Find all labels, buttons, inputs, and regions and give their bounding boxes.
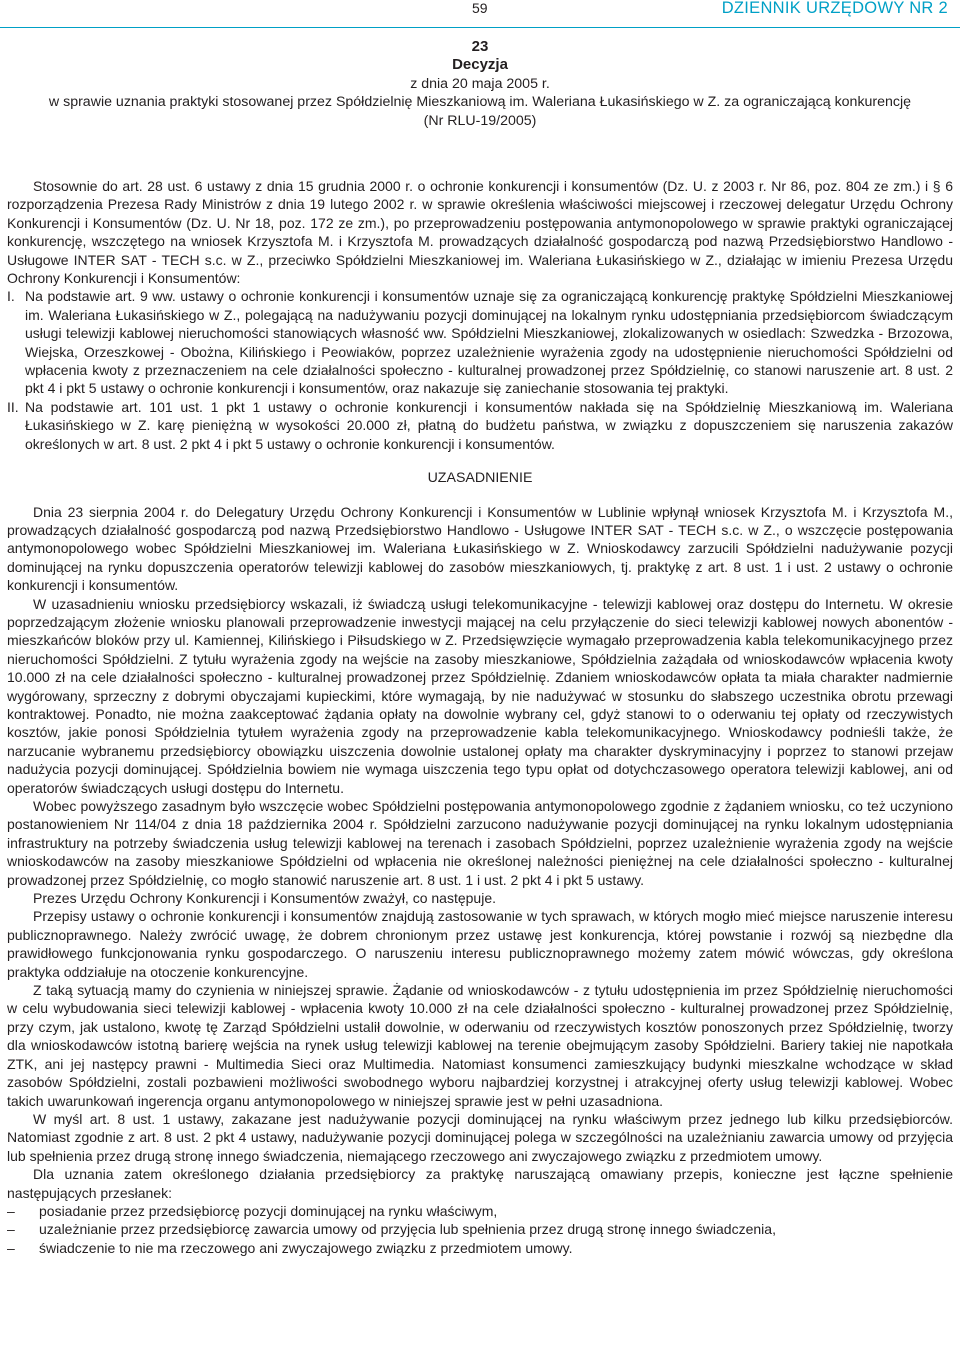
decision-title-block	[0, 38, 960, 130]
justification-paragraph: Przepisy ustawy o ochronie konkurencji i konsumentów znajdują zastosowanie w tych sprawach, w których mogło mieć miejsce naruszenie interesu publicznoprawnego. Należy zwrócić uwagę, że dobrem chronionym przez ustawę jest konkurencja, której powstanie i rozwój są niezbędne dla prawidłowego funkcjonowania rynku gospodarczego. O naruszeniu interesu publicznoprawnego możemy zatem mówić wówczas, gdy określona praktyka oddziałuje na otoczenie konkurencyjne.	[7, 908, 953, 980]
preamble-paragraph: Stosownie do art. 28 ust. 6 ustawy z dnia 15 grudnia 2000 r. o ochronie konkurencji i konsumentów (Dz. U. z 2003 r. Nr 86, poz. 804 ze zm.) i § 6 rozporządzenia Prezesa Rady Ministrów z dnia 19 lutego 2002 r. w sprawie określenia właściwości miejscowej i rzeczowej delegatur Urzędu Ochrony Konkurencji i Konsumentów (Dz. U. Nr 18, poz. 172 ze zm.), po przeprowadzeniu postępowania antymonopolowego w sprawie praktyki ograniczającej konkurencję, wszczętego na wniosek Krzysztofa M. i Krzysztofa M. prowadzących działalność gospodarczą pod nazwą Przedsiębiorstwo Handlowo - Usługowe INTER SAT - TECH s.c. w Z., przeciwko Spółdzielni Mieszkaniowej im. Waleriana Łukasińskiego w Z., działając w imieniu Prezesa Urzędu Ochrony Konkurencji i Konsumentów:	[7, 178, 953, 287]
list-item-text: posiadanie przez przedsiębiorcę pozycji dominującej na rynku właściwym,	[39, 1202, 498, 1219]
journal-title: DZIENNIK URZĘDOWY NR 2	[721, 0, 948, 17]
justification-paragraph: W myśl art. 8 ust. 1 ustawy, zakazane jest nadużywanie pozycji dominującej na rynku właściwym przez jednego lub kilku przedsiębiorców. Natomiast zgodnie z art. 8 ust. 2 pkt 4 ustawy, nadużywanie pozycji dominującej polega w szczególności na uzależnianiu zawarcia umowy od przyjęcia lub spełnienia przez drugą stronę innego świadczenia, niemającego rzeczowego ani zwyczajowego związku z przedmiotem umowy.	[7, 1110, 953, 1164]
ruling-point-label: II.	[7, 398, 19, 415]
list-item	[7, 1239, 953, 1257]
list-item	[7, 1220, 953, 1238]
conditions-list	[7, 1202, 953, 1257]
decision-kind: Decyzja	[452, 56, 508, 74]
justification-paragraph: Wobec powyższego zasadnym było wszczęcie wobec Spółdzielni postępowania antymonopolowego zgodnie z żądaniem wniosku, co też uczyniono postanowieniem Nr 114/04 z dnia 18 października 2004 r. Spółdzielni zarzucono nadużywanie pozycji dominującej na rynku lokalnym udostępniania infrastruktury na potrzeby świadczenia usług telewizji kablowej na terenach i zasobach Spółdzielni, poprzez uzależnienie wyrażenia zgody na wejście wnioskodawców na zasoby mieszkaniowe Spółdzielni od wpłacenia nie określonej należności pieniężnej na cele działalności społeczno - kulturalnej prowadzonej przez Spółdzielnię, co mogło stanowić naruszenie art. 8 ust. 1 i ust. 2 pkt 4 i pkt 5 ustawy.	[7, 798, 953, 888]
justification-paragraph: Dnia 23 sierpnia 2004 r. do Delegatury Urzędu Ochrony Konkurencji i Konsumentów w Lublinie wpłynął wniosek Krzysztofa M. i Krzysztofa M., prowadzących działalność gospodarczą pod nazwą Przedsiębiorstwo Handlowo - Usługowe INTER SAT - TECH s.c. w Z., o wszczęcie postępowania antymonopolowego wobec Spółdzielni Mieszkaniowej im. Waleriana Łukasińskiego w Z. Wnioskodawcy zarzucili Spółdzielni nadużywanie pozycji dominującej na rynku dopuszczenia operatorów telewizji kablowej do zasobów mieszkaniowych, tj. praktykę z art. 8 ust. 1 i ust. 2 ustawy o ochronie konkurencji i konsumentów.	[7, 503, 953, 594]
decision-number: 23	[471, 38, 489, 55]
list-item	[7, 1202, 953, 1220]
header-rule	[0, 27, 960, 28]
justification-heading: UZASADNIENIE	[427, 470, 533, 487]
ruling-point-text: Na podstawie art. 9 ww. ustawy o ochronie konkurencji i konsumentów uznaje się za ograniczającą konkurencję praktykę Spółdzielni Mieszkaniowej im. Waleriana Łukasińskiego w Z., polegającą na nadużywaniu pozycji dominującej na lokalnym rynku udostępniania przedsiębiorcom świadczącym usługi telewizji kablowej nieruchomości stanowiących własność ww. Spółdzielni Mieszkaniowej, zlokalizowanych w osiedlach: Szwedzka - Brzozowa, Wiejska, Orzeszkowej - Obożna, Kilińskiego i Peowiaków, poprzez uzależnienie wyrażenia zgody na udostępnienie nieruchomości Spółdzielni od wpłacenia kwoty z przeznaczeniem na cele działalności społeczno - kulturalnej prowadzonej przez Spółdzielnię, co stanowi naruszenie art. 8 ust. 2 pkt 4 i pkt 5 ustawy o ochronie konkurencji i konsumentów, oraz nakazuje się zaniechanie stosowania tej praktyki.	[25, 288, 953, 397]
justification-paragraph: Dla uznania zatem określonego działania przedsiębiorcy za praktykę naruszającą omawiany przepis, konieczne jest łączne spełnienie następujących przesłanek:	[7, 1166, 953, 1201]
ruling-point-text: Na podstawie art. 101 ust. 1 pkt 1 ustawy o ochronie konkurencji i konsumentów nakłada się na Spółdzielnię Mieszkaniową im. Waleriana Łukasińskiego w Z. karę pieniężną w wysokości 20.000 zł, płatną do budżetu państwa, w związku z dopuszczeniem się naruszenia zakazów określonych w art. 8 ust. 2 pkt 4 i pkt 5 ustawy o ochronie konkurencji i konsumentów.	[25, 398, 953, 452]
list-item-text: świadczenie to nie ma rzeczowego ani zwyczajowego związku z przedmiotem umowy.	[39, 1239, 573, 1256]
page-number: 59	[472, 0, 488, 16]
page-header	[0, 0, 960, 30]
decision-subject: w sprawie uznania praktyki stosowanej przez Spółdzielnię Mieszkaniową im. Waleriana Łukasińskiego w Z. za ograniczającą konkurencję	[48, 94, 912, 111]
justification-paragraph: Z taką sytuacją mamy do czynienia w niniejszej sprawie. Żądanie od wnioskodawców - z tytułu udostępnienia im przez Spółdzielnię nieruchomości w celu wybudowania sieci telewizji kablowej - wpłacenia kwoty 10.000 zł na cele działalności społeczno - kulturalnej prowadzonej przez Spółdzielnię, przy czym, jak ustalono, kwotę tę Zarząd Spółdzielni ustalił dowolnie, w oderwaniu od rzeczywistych kosztów ponoszonych przez Spółdzielnię, tworzy dla wnioskodawców istotną barierę wejścia na rynek usług telewizji kablowej na terenie obejmującym zasoby Spółdzielni. Bariery takiej nie napotkała ZTK, ani jej następcy prawni - Multimedia Sieci oraz Multimedia. Natomiast konsumenci zamieszkujący budynki mieszkalne wchodzące w skład zasobów Spółdzielni, zostali pozbawieni możliwości swobodnego wyboru najbardziej korzystnej i atrakcyjnej oferty usług telewizji kablowej. Wobec takich uwarunkowań ingerencja organu antymonopolowego w niniejszej sprawie jest w pełni uzasadniona.	[7, 982, 953, 1109]
dash-bullet: –	[7, 1202, 15, 1219]
list-item-text: uzależnianie przez przedsiębiorcę zawarcia umowy od przyjęcia lub spełnienia przez drugą stronę innego świadczenia,	[39, 1221, 776, 1238]
dash-bullet: –	[7, 1221, 15, 1238]
justification-paragraph: W uzasadnieniu wniosku przedsiębiorcy wskazali, iż świadczą usługi telekomunikacyjne - telewizji kablowej oraz dostępu do Internetu. W okresie poprzedzającym złożenie wniosku planowali przeprowadzenie inwestycji mającej na celu przyłączenie do sieci telewizji kablowej nowych abonentów - mieszkańców bloków przy ul. Kamiennej, Kilińskiego i Piłsudskiego w Z. Przedsięwzięcie wymagało przeprowadzenia kabla telekomunikacyjnego przez nieruchomości Spółdzielni. Z tytułu wyrażenia zgody na wejście na zasoby mieszkaniowe, Spółdzielnia zażądała od wnioskodawców wpłacenia kwoty 10.000 zł na cele działalności społeczno - kulturalnej prowadzonej przez Spółdzielnię. Zdaniem wnioskodawców opłata ta miała charakter nadmiernie wygórowany, sprzeczny z dobrymi obyczajami kupieckimi, które wymagają, by nie nadużywać w stosunku do słabszego uczestnika obrotu przewagi kontraktowej. Ponadto, nie można zaakceptować żądania opłaty na dowolnie wybrany cel, gdyż stanowi to o oderwaniu tej opłaty od rzeczywistych kosztów, jakie ponosi Spółdzielnia tytułem wyrażenia zgody na przeprowadzenie kabla telekomunikacyjnego. Wnioskodawcy podnieśli także, że narzucanie wybranemu przedsiębiorcy obowiązku uiszczenia dowolnie ustalonej opłaty ma charakter dyskryminacyjny i poprzez to stanowi przejaw nadużycia pozycji dominującej. Spółdzielnia bowiem nie wymaga uiszczenia tego typu opłat od dotychczasowego operatora telewizji kablowej, ani od operatorów świadczących usługi dostępu do Internetu.	[7, 595, 953, 796]
decision-reference: (Nr RLU-19/2005)	[423, 112, 537, 129]
ruling-point	[7, 287, 953, 397]
dash-bullet: –	[7, 1239, 15, 1256]
ruling-point-label: I.	[7, 288, 15, 305]
document-body	[7, 177, 953, 1257]
ruling-point	[7, 398, 953, 453]
decision-date: z dnia 20 maja 2005 r.	[410, 75, 550, 92]
justification-paragraph: Prezes Urzędu Ochrony Konkurencji i Konsumentów zważył, co następuje.	[33, 890, 496, 907]
